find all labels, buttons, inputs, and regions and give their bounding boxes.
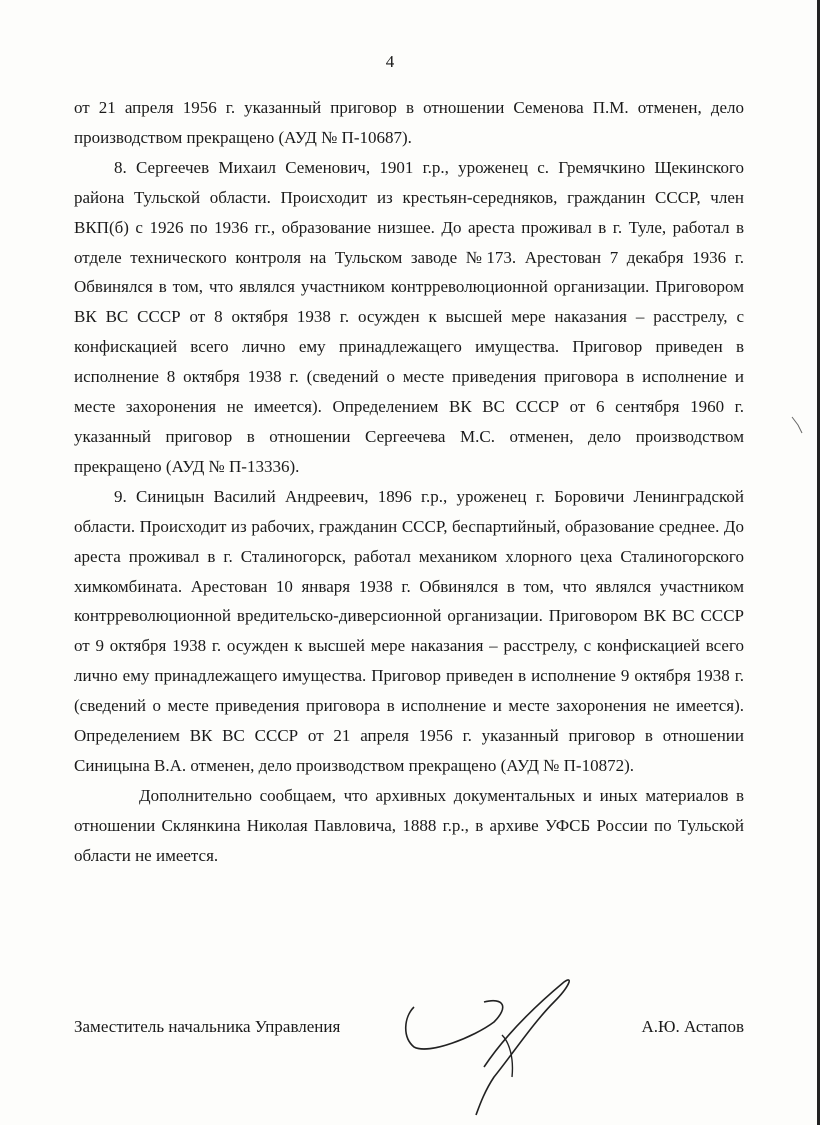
signatory-role: Заместитель начальника Управления	[74, 1017, 341, 1036]
document-body	[74, 93, 744, 871]
page-number: 4	[385, 52, 395, 71]
handwritten-signature-icon	[384, 967, 584, 1117]
paragraph-continuation: от 21 апреля 1956 г. указанный приговор в отношении Семенова П.М. отменен, дело производством прекращено (АУД № П-10687).	[74, 98, 744, 147]
paragraph-item-8: 8. Сергеечев Михаил Семенович, 1901 г.р., уроженец с. Гремячкино Щекинского района Тульской области. Происходит из крестьян-середняков, гражданин СССР, член ВКП(б) с 1926 по 1936 гг., образование низшее. До ареста проживал в г. Туле, работал в отделе технического контроля на Тульском заводе №173. Арестован 7 декабря 1936 г. Обвинялся в том, что являлся участником контрреволюционной организации. Приговором ВК ВС СССР от 8 октября 1938 г. осужден к высшей мере наказания – расстрелу, с конфискацией всего лично ему принадлежащего имущества. Приговор приведен в исполнение 8 октября 1938 г. (сведений о месте приведения приговора в исполнение и месте захоронения не имеется). Определением ВК ВС СССР от 6 сентября 1960 г. указанный приговор в отношении Сергеечева М.С. отменен, дело производством прекращено (АУД № П-13336).	[74, 157, 744, 476]
paragraph-additional-info: Дополнительно сообщаем, что архивных документальных и иных материалов в отношении Склянкина Николая Павловича, 1888 г.р., в архиве УФСБ России по Тульской области не имеется.	[74, 785, 744, 865]
stray-pen-mark-icon	[790, 415, 804, 435]
paragraph-item-9: 9. Синицын Василий Андреевич, 1896 г.р., уроженец г. Боровичи Ленинградской области. Происходит из рабочих, гражданин СССР, беспартийный, образование среднее. До ареста проживал в г. Сталиногорск, работал механиком хлорного цеха Сталиногорского химкомбината. Арестован 10 января 1938 г. Обвинялся в том, что являлся участником контрреволюционной вредительско-диверсионной организации. Приговором ВК ВС СССР от 9 октября 1938 г. осужден к высшей мере наказания – расстрелу, с конфискацией всего лично ему принадлежащего имущества. Приговор приведен в исполнение 9 октября 1938 г. (сведений о месте приведения приговора в исполнение и месте захоронения не имеется). Определением ВК ВС СССР от 21 апреля 1956 г. указанный приговор в отношении Синицына В.А. отменен, дело производством прекращено (АУД № П-10872).	[74, 486, 744, 775]
signatory-name: А.Ю. Астапов	[641, 1017, 744, 1036]
